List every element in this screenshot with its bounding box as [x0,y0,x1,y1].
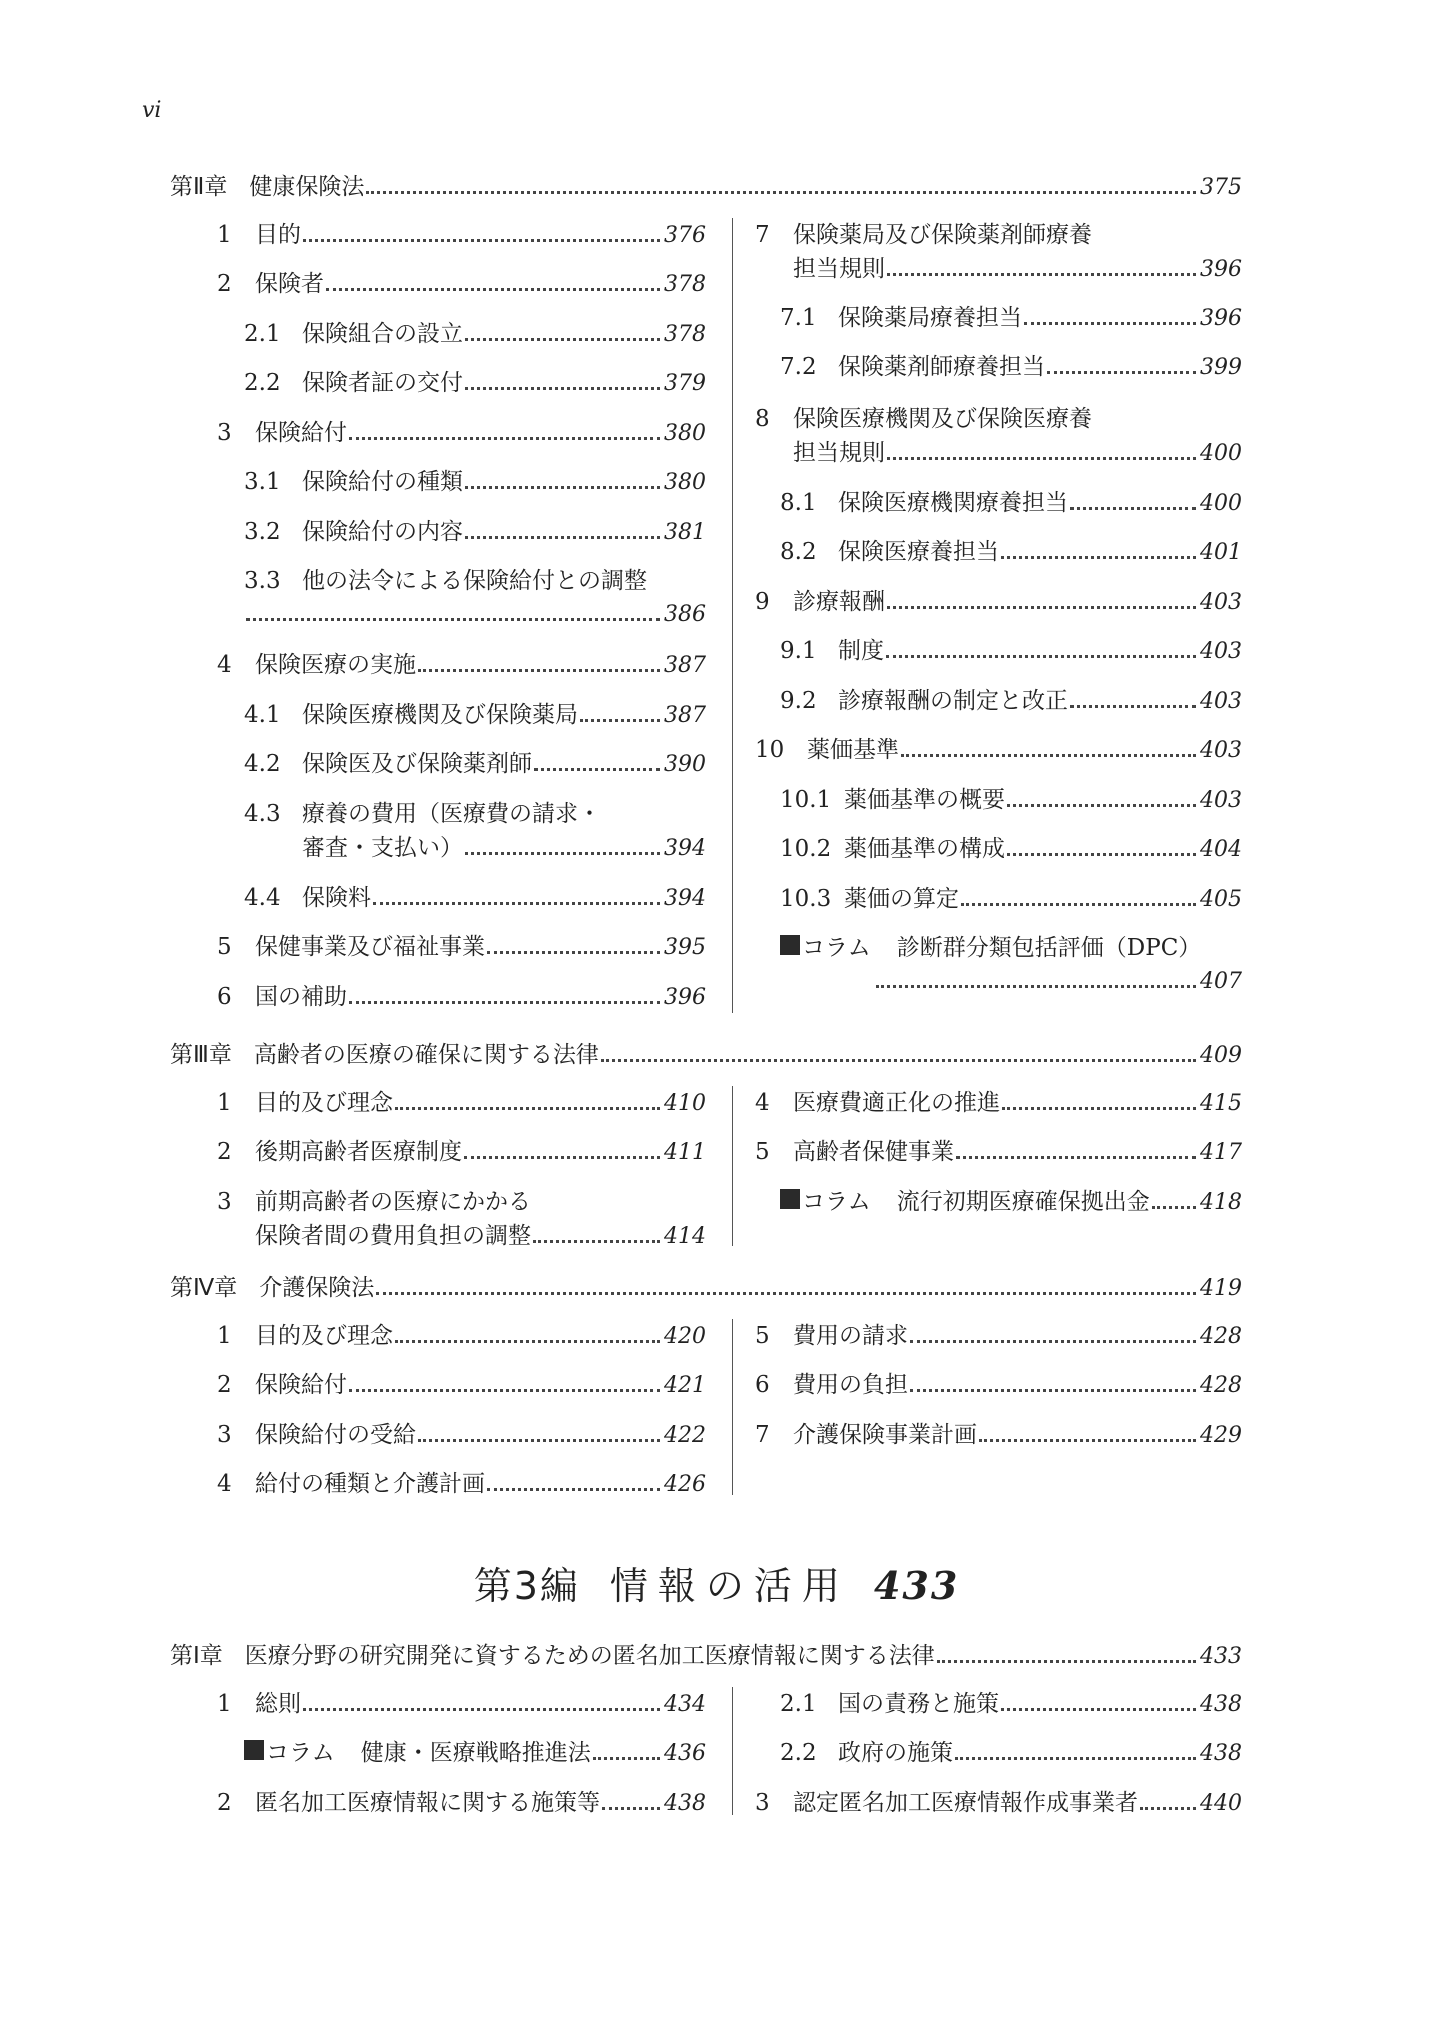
chapter-number: 第Ⅱ章 [170,174,228,200]
leader-dots [910,1389,1196,1392]
section-page: 428 [1200,1324,1242,1349]
section-number: 4.2 [244,751,281,777]
leader-dots [464,1156,660,1159]
section-number: 4.3 [244,801,281,827]
section-number: 7.1 [780,305,817,331]
leader-dots [1001,1708,1196,1711]
section-number: 5 [217,934,232,960]
section-number: 6 [755,1372,770,1398]
leader-dots [1140,1807,1196,1810]
section-page: 410 [664,1091,706,1116]
section-title: 目的 [255,222,301,248]
section-title: 保険組合の設立 [302,321,463,347]
leader-dots [1070,705,1196,708]
section-page: 414 [664,1224,706,1249]
section-title: 前期高齢者の医療にかかる [255,1189,531,1215]
section-number: 3.2 [244,519,281,545]
toc-entry[interactable] [170,564,706,632]
section-title-continued: 審査・支払い） [302,835,463,861]
section-number: 4 [217,1471,232,1497]
leader-dots [487,1488,660,1491]
toc-entry[interactable] [733,1086,1242,1121]
section-page: 395 [664,935,706,960]
toc-entry[interactable] [733,486,1242,521]
toc-entry[interactable] [170,1319,706,1354]
leader-dots [487,951,660,954]
column-tag: コラム [802,935,871,961]
section-page: 394 [664,886,706,911]
toc-entry[interactable] [733,1135,1242,1170]
section-number: 5 [755,1323,770,1349]
section-title: 保険薬剤師療養担当 [838,354,1045,380]
section-number: 3 [755,1790,770,1816]
section-page: 429 [1200,1423,1242,1448]
section-page: 434 [664,1692,706,1717]
section-title: 保険薬局療養担当 [838,305,1022,331]
section-title: 保険給付の内容 [302,519,463,545]
section-page: 403 [1200,689,1242,714]
chapter-number: 第Ⅳ章 [170,1275,238,1301]
leader-dots [601,1059,1196,1062]
toc-entry[interactable] [170,648,706,683]
toc-entry[interactable] [733,1687,1242,1722]
section-number: 2 [217,1790,232,1816]
toc-entry[interactable] [170,698,706,733]
toc-entry[interactable] [170,980,706,1015]
part-title: 情報の活用 [609,1564,850,1608]
section-page: 403 [1200,639,1242,664]
toc-entry[interactable] [733,1786,1242,1821]
toc-entry[interactable] [170,881,706,916]
section-title: 保険給付の受給 [255,1422,416,1448]
toc-entry[interactable] [170,1185,706,1254]
leader-dots [533,1240,660,1243]
section-number: 8 [755,406,770,432]
section-title: 診療報酬の制定と改正 [838,688,1068,714]
section-number: 4 [217,652,232,678]
section-number: 5 [755,1139,770,1165]
chapter-title: 健康保険法 [249,174,365,200]
toc-entry[interactable] [170,366,706,401]
section-number: 6 [217,984,232,1010]
leader-dots [979,1439,1196,1442]
black-square-icon [780,1189,800,1209]
section-page: 400 [1200,491,1242,516]
toc-entry[interactable] [170,1786,706,1821]
section-page: 381 [664,520,706,545]
leader-dots [349,1389,660,1392]
leader-dots [465,852,660,855]
section-page: 403 [1200,590,1242,615]
toc-entry[interactable] [170,930,706,965]
chapter-heading[interactable] [170,1036,1242,1069]
chapter-title: 介護保険法 [259,1275,375,1301]
section-number: 1 [217,1691,232,1717]
chapter-number: 第Ⅲ章 [170,1042,232,1068]
section-title: 費用の負担 [793,1372,908,1398]
section-page: 438 [1200,1692,1242,1717]
section-page: 396 [1200,306,1242,331]
section-page: 400 [1200,441,1242,466]
section-page: 417 [1200,1140,1242,1165]
section-page: 428 [1200,1373,1242,1398]
leader-dots [303,1708,660,1711]
section-number: 10 [755,737,785,763]
section-title: 保険医療機関及び保険薬局 [302,702,578,728]
section-number: 4.1 [244,702,281,728]
black-square-icon [780,935,800,955]
section-title: 保険医療機関療養担当 [838,490,1068,516]
leader-dots [956,1156,1196,1159]
leader-dots [1152,1206,1196,1209]
section-number: 3 [217,1422,232,1448]
section-title: 後期高齢者医療制度 [255,1139,462,1165]
toc-entry[interactable] [733,733,1242,768]
section-number: 2 [217,271,232,297]
toc-entry[interactable] [170,317,706,352]
section-page: 376 [664,223,706,248]
section-title: 保険医療機関及び保険医療養 [793,406,1092,432]
section-page: 401 [1200,540,1242,565]
toc-entry[interactable] [733,783,1242,818]
section-title: 保険給付の種類 [302,469,463,495]
chapter-heading[interactable] [170,1637,1242,1670]
leader-dots [937,1660,1196,1663]
section-number: 4 [755,1090,770,1116]
section-number: 3.3 [244,568,281,594]
section-page: 387 [664,703,706,728]
column-entry[interactable] [170,1736,706,1771]
section-number: 8.1 [780,490,817,516]
section-page: 403 [1200,788,1242,813]
chapter-page: 419 [1200,1276,1242,1301]
leader-dots [376,1292,1196,1295]
leader-dots [395,1107,660,1110]
leader-dots [534,768,660,771]
section-page: 415 [1200,1091,1242,1116]
toc-entry[interactable] [733,218,1242,287]
section-page: 387 [664,653,706,678]
section-page: 378 [664,272,706,297]
section-page: 380 [664,470,706,495]
chapter-heading[interactable] [170,168,1242,201]
section-title: 保険給付 [255,1372,347,1398]
toc-entry[interactable] [733,882,1242,917]
chapter-page: 409 [1200,1043,1242,1068]
leader-dots [465,486,660,489]
section-page: 411 [664,1140,706,1165]
section-number: 8.2 [780,539,817,565]
section-number: 2 [217,1372,232,1398]
section-title: 目的及び理念 [255,1090,393,1116]
section-title: 医療費適正化の推進 [793,1090,1000,1116]
section-page: 422 [664,1423,706,1448]
section-page: 379 [664,371,706,396]
column-title: 健康・医療戦略推進法 [360,1740,591,1766]
section-title: 政府の施策 [838,1740,953,1766]
section-number: 10.1 [780,787,832,813]
section-title: 保険医療の実施 [255,652,416,678]
leader-dots [602,1807,660,1810]
section-title-continued: 担当規則 [793,440,885,466]
section-title: 他の法令による保険給付との調整 [302,568,647,594]
section-page: 420 [664,1324,706,1349]
section-number: 10.3 [780,886,832,912]
section-page: 405 [1200,887,1242,912]
leader-dots [373,902,660,905]
section-number: 9.1 [780,638,817,664]
column-page: 436 [664,1741,706,1766]
section-title: 保険給付 [255,420,347,446]
section-title-continued: 保険者間の費用負担の調整 [255,1223,531,1249]
toc-entry[interactable] [733,585,1242,620]
leader-dots [418,1439,660,1442]
section-page: 426 [664,1472,706,1497]
section-number: 9 [755,589,770,615]
section-number: 3 [217,1189,232,1215]
section-title: 目的及び理念 [255,1323,393,1349]
leader-dots [418,669,660,672]
part-heading[interactable] [0,1555,1433,1610]
column-title: 流行初期医療確保拠出金 [896,1189,1150,1215]
leader-dots [366,191,1196,194]
toc-entry[interactable] [170,1086,706,1121]
leader-dots [395,1340,660,1343]
section-number: 2.2 [244,370,281,396]
section-page: 390 [664,752,706,777]
section-title: 制度 [838,638,884,664]
section-title: 国の補助 [255,984,347,1010]
toc-entry[interactable] [733,684,1242,719]
section-title: 介護保険事業計画 [793,1422,977,1448]
leader-dots [1007,804,1196,807]
section-title: 認定匿名加工医療情報作成事業者 [793,1790,1138,1816]
leader-dots [876,985,1196,988]
section-page: 399 [1200,355,1242,380]
black-square-icon [244,1740,264,1760]
chapter-title: 高齢者の医療の確保に関する法律 [253,1042,599,1068]
section-number: 7 [755,1422,770,1448]
section-page: 394 [664,836,706,861]
section-page: 396 [664,985,706,1010]
section-title: 匿名加工医療情報に関する施策等 [255,1790,600,1816]
section-title: 保険料 [302,885,371,911]
section-title: 薬価の算定 [844,886,959,912]
section-page: 378 [664,322,706,347]
section-title: 薬価基準の構成 [844,836,1005,862]
section-number: 10.2 [780,836,832,862]
toc-entry[interactable] [733,301,1242,336]
column-tag: コラム [266,1740,335,1766]
section-number: 9.2 [780,688,817,714]
leader-dots [303,239,660,242]
leader-dots [1001,556,1196,559]
leader-dots [465,536,660,539]
section-number: 2.2 [780,1740,817,1766]
section-page: 421 [664,1373,706,1398]
toc-entry[interactable] [170,1418,706,1453]
section-title: 診療報酬 [793,589,885,615]
leader-dots [593,1757,660,1760]
section-number: 1 [217,222,232,248]
section-number: 7 [755,222,770,248]
leader-dots [887,457,1196,460]
section-title-continued: 担当規則 [793,256,885,282]
page-number: vi [142,98,162,123]
toc-entry[interactable] [733,1319,1242,1354]
toc-entry[interactable] [170,267,706,302]
toc-entry[interactable] [170,515,706,550]
leader-dots [465,387,660,390]
leader-dots [1002,1107,1196,1110]
toc-entry[interactable] [733,350,1242,385]
section-number: 3 [217,420,232,446]
toc-entry[interactable] [733,634,1242,669]
leader-dots [886,655,1196,658]
section-number: 2 [217,1139,232,1165]
leader-dots [326,288,660,291]
leader-dots [887,273,1196,276]
toc-entry[interactable] [733,535,1242,570]
section-page: 438 [1200,1741,1242,1766]
section-title: 保険者 [255,271,324,297]
leader-dots [349,437,660,440]
toc-entry[interactable] [170,1467,706,1502]
column-title: 診断群分類包括評価（DPC） [896,935,1202,961]
leader-dots [465,338,660,341]
part-label: 第3編 [473,1564,580,1608]
section-title: 費用の請求 [793,1323,908,1349]
section-number: 2.1 [780,1691,817,1717]
leader-dots [887,606,1196,609]
leader-dots [1024,322,1196,325]
section-page: 404 [1200,837,1242,862]
section-number: 3.1 [244,469,281,495]
leader-dots [349,1001,660,1004]
chapter-page: 375 [1200,175,1242,200]
section-number: 1 [217,1090,232,1116]
leader-dots [1007,853,1196,856]
section-number: 7.2 [780,354,817,380]
column-entry[interactable] [733,1185,1242,1220]
section-title: 療養の費用（医療費の請求・ [302,801,601,827]
toc-entry[interactable] [170,465,706,500]
toc-entry[interactable] [170,1687,706,1722]
toc-entry[interactable] [170,1135,706,1170]
toc-entry[interactable] [733,1368,1242,1403]
section-title: 保健事業及び福祉事業 [255,934,485,960]
chapter-page: 433 [1200,1644,1242,1669]
leader-dots [955,1757,1196,1760]
chapter-number: 第Ⅰ章 [170,1643,223,1669]
section-title: 薬価基準 [807,737,899,763]
part-page: 433 [873,1563,960,1608]
leader-dots [961,903,1196,906]
section-title: 国の責務と施策 [838,1691,999,1717]
toc-entry[interactable] [733,1418,1242,1453]
toc-entry[interactable] [733,1736,1242,1771]
leader-dots [580,719,660,722]
section-title: 高齢者保健事業 [793,1139,954,1165]
column-tag: コラム [802,1189,871,1215]
leader-dots [246,618,660,621]
toc-entry[interactable] [170,747,706,782]
section-title: 薬価基準の概要 [844,787,1005,813]
column-entry[interactable] [733,931,1242,999]
toc-entry[interactable] [170,797,706,866]
section-title: 保険者証の交付 [302,370,463,396]
toc-entry[interactable] [170,416,706,451]
section-page: 438 [664,1791,706,1816]
leader-dots [1047,371,1196,374]
section-page: 396 [1200,257,1242,282]
toc-entry[interactable] [170,1368,706,1403]
section-number: 4.4 [244,885,281,911]
chapter-heading[interactable] [170,1269,1242,1302]
section-number: 2.1 [244,321,281,347]
section-title: 保険薬局及び保険薬剤師療養 [793,222,1092,248]
section-title: 総則 [255,1691,301,1717]
column-page: 407 [1200,969,1242,994]
section-title: 保険医療養担当 [838,539,999,565]
toc-entry[interactable] [170,218,706,253]
section-title: 保険医及び保険薬剤師 [302,751,532,777]
section-page: 380 [664,421,706,446]
toc-entry[interactable] [733,402,1242,471]
section-page: 440 [1200,1791,1242,1816]
section-number: 1 [217,1323,232,1349]
section-title: 給付の種類と介護計画 [255,1471,485,1497]
section-page: 386 [664,602,706,627]
leader-dots [901,754,1196,757]
leader-dots [1070,507,1196,510]
section-page: 403 [1200,738,1242,763]
toc-entry[interactable] [733,832,1242,867]
column-page: 418 [1200,1190,1242,1215]
chapter-title: 医療分野の研究開発に資するための匿名加工医療情報に関する法律 [244,1643,935,1669]
leader-dots [910,1340,1196,1343]
